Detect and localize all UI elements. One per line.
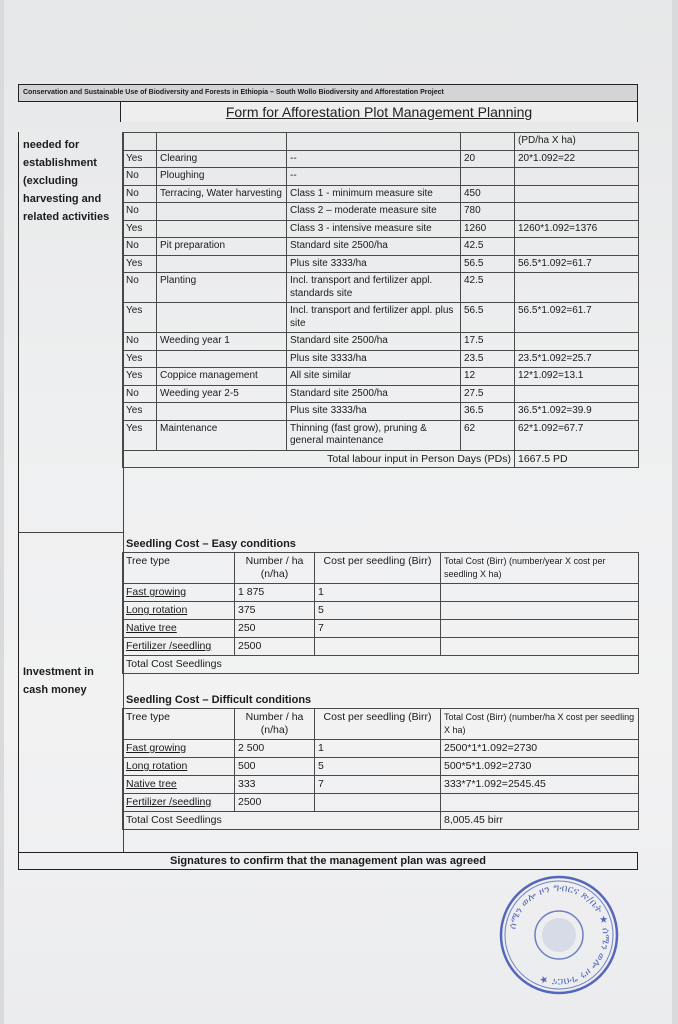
labour-activity — [157, 220, 287, 238]
labour-activity: Weeding year 1 — [157, 333, 287, 351]
labour-calc: 20*1.092=22 — [515, 150, 639, 168]
easy-seedling-table — [122, 536, 638, 674]
svg-text:ሰሜን ወሎ ዞን ግብርና ጽ/ቤት ★ ሰሜን ወሎ ዞ: ሰሜን ወሎ ዞን ግብርና ጽ/ቤት ★ ሰሜን ወሎ ዞን ግብርና ★ — [507, 882, 612, 988]
difficult-number: 333 — [235, 776, 315, 794]
labour-yes-no: Yes — [123, 420, 157, 450]
labour-table — [122, 132, 638, 468]
labour-activity — [157, 203, 287, 221]
labour-pd: 17.5 — [461, 333, 515, 351]
labour-row — [123, 403, 639, 421]
easy-h-number: Number / ha (n/ha) — [235, 553, 315, 584]
signatures-line: Signatures to confirm that the management plan was agreed — [18, 852, 638, 870]
labour-yes-no: No — [123, 203, 157, 221]
labour-pd: 42.5 — [461, 273, 515, 303]
labour-measure: Class 3 - intensive measure site — [287, 220, 461, 238]
difficult-cost: 1 — [315, 740, 441, 758]
difficult-cost — [315, 794, 441, 812]
labour-activity: Ploughing — [157, 168, 287, 186]
labour-measure: Class 1 - minimum measure site — [287, 185, 461, 203]
easy-row — [123, 638, 639, 656]
labour-pd: 42.5 — [461, 238, 515, 256]
labour-yes-no: No — [123, 385, 157, 403]
left-column-investment — [18, 532, 124, 853]
labour-row — [123, 273, 639, 303]
easy-total-label: Total Cost Seedlings — [123, 656, 639, 674]
labour-pd: 27.5 — [461, 385, 515, 403]
labour-yes-no: Yes — [123, 350, 157, 368]
difficult-row — [123, 758, 639, 776]
labour-calc — [515, 168, 639, 186]
labour-activity: Maintenance — [157, 420, 287, 450]
labour-pd: 12 — [461, 368, 515, 386]
labour-row — [123, 368, 639, 386]
labour-pd: 23.5 — [461, 350, 515, 368]
easy-type: Long rotation — [123, 602, 235, 620]
easy-number: 2500 — [235, 638, 315, 656]
difficult-h-total: Total Cost (Birr) (number/ha X cost per seedling X ha) — [441, 709, 639, 740]
easy-row — [123, 620, 639, 638]
labour-row — [123, 303, 639, 333]
difficult-total: 500*5*1.092=2730 — [441, 758, 639, 776]
labour-yes-no: Yes — [123, 255, 157, 273]
labour-yes-no: Yes — [123, 220, 157, 238]
labour-measure: Incl. transport and fertilizer appl. plus site — [287, 303, 461, 333]
labour-calc: 56.5*1.092=61.7 — [515, 255, 639, 273]
difficult-h-cost: Cost per seedling (Birr) — [315, 709, 441, 740]
labour-pd: 56.5 — [461, 303, 515, 333]
easy-header-row — [123, 553, 639, 584]
labour-yes-no: Yes — [123, 403, 157, 421]
difficult-number: 500 — [235, 758, 315, 776]
easy-total — [441, 638, 639, 656]
easy-total — [441, 584, 639, 602]
labour-activity: Pit preparation — [157, 238, 287, 256]
labour-measure: Thinning (fast grow), pruning & general maintenance — [287, 420, 461, 450]
labour-measure: Incl. transport and fertilizer appl. standards site — [287, 273, 461, 303]
easy-h-total: Total Cost (Birr) (number/year X cost per seedling X ha) — [441, 553, 639, 584]
labour-activity: Terracing, Water harvesting — [157, 185, 287, 203]
difficult-total: 333*7*1.092=2545.45 — [441, 776, 639, 794]
easy-cost — [315, 638, 441, 656]
easy-cost: 5 — [315, 602, 441, 620]
difficult-type: Native tree — [123, 776, 235, 794]
labour-pd: 56.5 — [461, 255, 515, 273]
labour-yes-no: No — [123, 168, 157, 186]
labour-measure: Standard site 2500/ha — [287, 385, 461, 403]
labour-calc — [515, 273, 639, 303]
difficult-seedling-table — [122, 692, 638, 830]
difficult-type: Fertilizer /seedling — [123, 794, 235, 812]
investment-label: Investment in cash money — [23, 666, 94, 696]
labour-pd — [461, 168, 515, 186]
labour-measure: -- — [287, 168, 461, 186]
difficult-total-row — [123, 812, 639, 830]
left-column-establishment — [18, 132, 124, 532]
labour-yes-no: Yes — [123, 150, 157, 168]
labour-row — [123, 203, 639, 221]
easy-type: Fast growing — [123, 584, 235, 602]
labour-measure: Plus site 3333/ha — [287, 350, 461, 368]
labour-measure — [287, 133, 461, 151]
labour-measure: Standard site 2500/ha — [287, 333, 461, 351]
easy-cost: 7 — [315, 620, 441, 638]
easy-number: 250 — [235, 620, 315, 638]
labour-calc: (PD/ha X ha) — [515, 133, 639, 151]
labour-calc: 36.5*1.092=39.9 — [515, 403, 639, 421]
labour-activity: Clearing — [157, 150, 287, 168]
easy-cost: 1 — [315, 584, 441, 602]
easy-type: Native tree — [123, 620, 235, 638]
labour-measure: All site similar — [287, 368, 461, 386]
labour-row — [123, 238, 639, 256]
form — [18, 84, 638, 122]
labour-calc — [515, 385, 639, 403]
labour-pd: 780 — [461, 203, 515, 221]
labour-activity: Coppice management — [157, 368, 287, 386]
easy-title: Seedling Cost – Easy conditions — [126, 538, 296, 550]
labour-calc — [515, 203, 639, 221]
labour-activity: Weeding year 2-5 — [157, 385, 287, 403]
labour-yes-no: No — [123, 238, 157, 256]
labour-row — [123, 255, 639, 273]
labour-pd: 1260 — [461, 220, 515, 238]
labour-calc — [515, 238, 639, 256]
project-header: Conservation and Sustainable Use of Biodiversity and Forests in Ethiopia – South Wollo Biodiversity and Afforestation Project — [18, 84, 638, 102]
labour-measure: -- — [287, 150, 461, 168]
labour-row — [123, 133, 639, 151]
labour-yes-no: Yes — [123, 303, 157, 333]
difficult-number: 2 500 — [235, 740, 315, 758]
easy-h-cost: Cost per seedling (Birr) — [315, 553, 441, 584]
form-title: Form for Afforestation Plot Management Planning — [120, 102, 638, 122]
labour-row — [123, 420, 639, 450]
difficult-type: Fast growing — [123, 740, 235, 758]
labour-calc — [515, 333, 639, 351]
labour-activity: Planting — [157, 273, 287, 303]
labour-activity — [157, 133, 287, 151]
establishment-label: needed for establishment (excluding harvesting and related activities — [23, 139, 110, 223]
labour-calc: 12*1.092=13.1 — [515, 368, 639, 386]
difficult-total: 2500*1*1.092=2730 — [441, 740, 639, 758]
labour-calc: 1260*1.092=1376 — [515, 220, 639, 238]
labour-total-label: Total labour input in Person Days (PDs) — [123, 450, 515, 468]
difficult-cost: 7 — [315, 776, 441, 794]
labour-activity — [157, 255, 287, 273]
easy-h-type: Tree type — [123, 553, 235, 584]
easy-row — [123, 584, 639, 602]
labour-activity — [157, 350, 287, 368]
easy-row — [123, 602, 639, 620]
difficult-h-type: Tree type — [123, 709, 235, 740]
labour-measure: Plus site 3333/ha — [287, 403, 461, 421]
easy-number: 375 — [235, 602, 315, 620]
difficult-total — [441, 794, 639, 812]
difficult-type: Long rotation — [123, 758, 235, 776]
difficult-header-row — [123, 709, 639, 740]
labour-activity — [157, 403, 287, 421]
easy-total — [441, 602, 639, 620]
labour-total-value: 1667.5 PD — [515, 450, 639, 468]
difficult-total-value: 8,005.45 birr — [441, 812, 639, 830]
labour-calc — [515, 185, 639, 203]
difficult-total-label: Total Cost Seedlings — [123, 812, 441, 830]
labour-measure: Class 2 – moderate measure site — [287, 203, 461, 221]
labour-measure: Plus site 3333/ha — [287, 255, 461, 273]
labour-yes-no: No — [123, 185, 157, 203]
difficult-cost: 5 — [315, 758, 441, 776]
easy-total-row — [123, 656, 639, 674]
labour-yes-no — [123, 133, 157, 151]
labour-row — [123, 168, 639, 186]
labour-pd — [461, 133, 515, 151]
labour-row — [123, 333, 639, 351]
labour-yes-no: No — [123, 333, 157, 351]
difficult-title: Seedling Cost – Difficult conditions — [126, 694, 312, 706]
labour-yes-no: No — [123, 273, 157, 303]
labour-total-row — [123, 450, 639, 468]
difficult-row — [123, 794, 639, 812]
easy-total — [441, 620, 639, 638]
labour-pd: 450 — [461, 185, 515, 203]
difficult-number: 2500 — [235, 794, 315, 812]
official-stamp — [494, 870, 624, 1000]
easy-number: 1 875 — [235, 584, 315, 602]
labour-row — [123, 150, 639, 168]
labour-pd: 20 — [461, 150, 515, 168]
labour-activity — [157, 303, 287, 333]
labour-pd: 36.5 — [461, 403, 515, 421]
labour-calc: 23.5*1.092=25.7 — [515, 350, 639, 368]
difficult-row — [123, 776, 639, 794]
labour-yes-no: Yes — [123, 368, 157, 386]
document-page — [4, 0, 672, 1024]
labour-calc: 62*1.092=67.7 — [515, 420, 639, 450]
difficult-row — [123, 740, 639, 758]
labour-row — [123, 350, 639, 368]
labour-pd: 62 — [461, 420, 515, 450]
labour-row — [123, 220, 639, 238]
labour-row — [123, 385, 639, 403]
labour-row — [123, 185, 639, 203]
easy-type: Fertilizer /seedling — [123, 638, 235, 656]
difficult-h-number: Number / ha (n/ha) — [235, 709, 315, 740]
labour-calc: 56.5*1.092=61.7 — [515, 303, 639, 333]
labour-measure: Standard site 2500/ha — [287, 238, 461, 256]
